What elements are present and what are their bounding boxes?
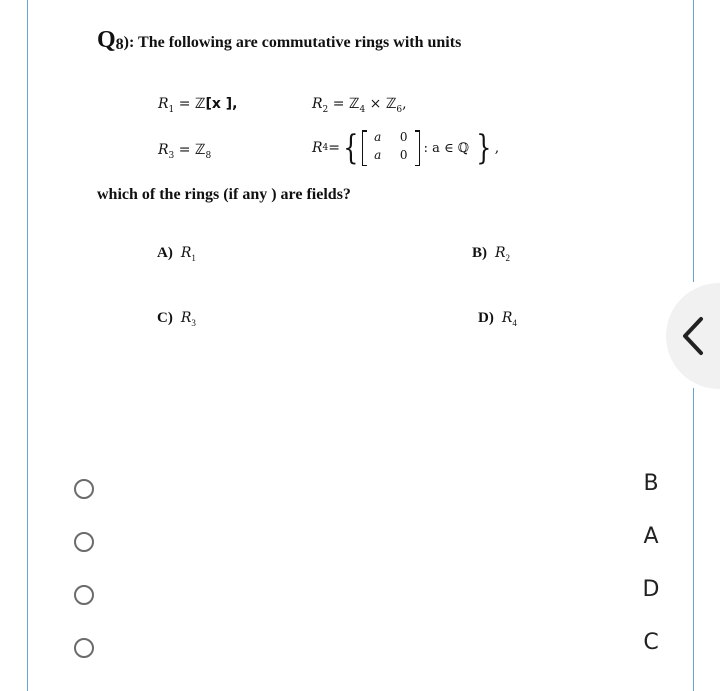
question-number-sub: 8 [115, 36, 124, 53]
left-divider-line [27, 0, 28, 691]
answer-radio-2[interactable] [74, 532, 94, 552]
option-a: A) $R_1$ [157, 245, 196, 263]
matrix: a 0 a 0 [362, 130, 420, 166]
option-b: B) $R_2$ [472, 245, 511, 263]
option-d: D) $R_4$ [478, 310, 517, 328]
question-title-text: ): The following are commutative rings with units [123, 34, 462, 51]
answer-letter-4: C [643, 630, 659, 655]
question-title [97, 27, 461, 54]
answer-radio-1[interactable] [74, 479, 94, 499]
option-c: C) $R_3$ [157, 310, 196, 328]
answer-letter-2: A [643, 524, 659, 549]
chevron-left-icon [682, 316, 704, 356]
answer-radio-3[interactable] [74, 585, 94, 605]
answer-letter-3: D [642, 577, 660, 602]
ring-r3-definition: $R_3$ = ℤ$_8$ [158, 142, 212, 161]
back-button[interactable] [666, 283, 720, 389]
right-divider-line-top [693, 0, 694, 282]
answer-radio-4[interactable] [74, 638, 94, 658]
set-condition: : a ∈ ℚ [423, 140, 470, 156]
answer-letter-1: B [643, 471, 659, 496]
left-brace: { [343, 128, 359, 168]
ring-r2-definition: $R_2$ = ℤ$_4$ × ℤ$_6$, [312, 96, 407, 115]
ring-r4-definition: R 4 = { a 0 a 0 : a ∈ ℚ } , [312, 128, 500, 168]
right-brace: } [476, 128, 492, 168]
question-prompt: which of the rings (if any ) are fields? [97, 186, 351, 203]
question-number: Q [97, 27, 116, 53]
right-divider-line-bottom [693, 388, 694, 691]
ring-r1-definition: $R_1$ = ℤ[x ], [158, 96, 238, 115]
